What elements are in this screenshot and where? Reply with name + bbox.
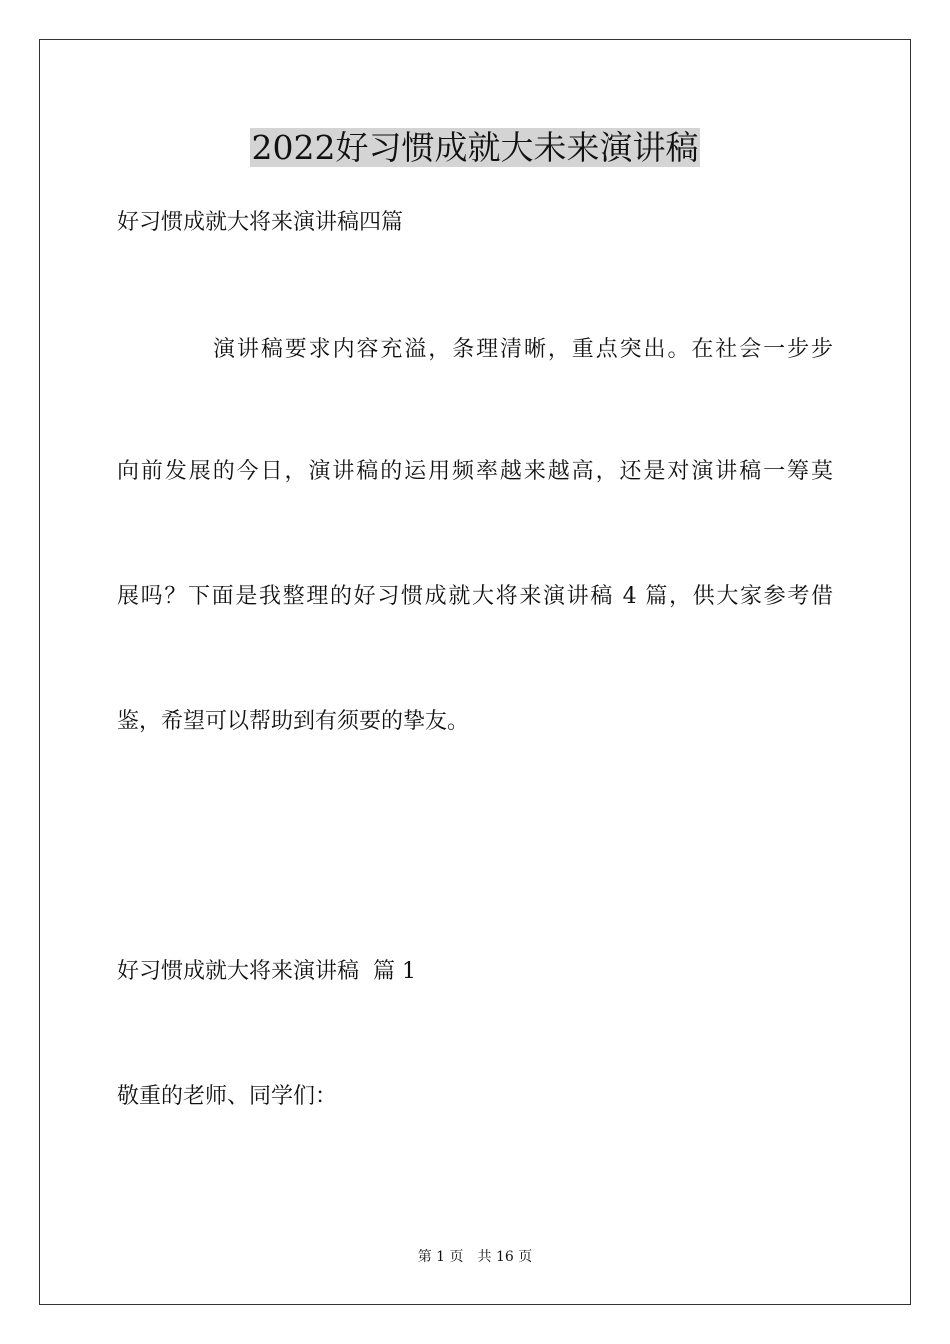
page-footer bbox=[0, 1248, 950, 1266]
document-title-text: 2022好习惯成就大未来演讲稿 bbox=[251, 128, 699, 167]
paragraph-line-3: 展吗？下面是我整理的好习惯成就大将来演讲稿 4 篇，供大家参考借 bbox=[117, 584, 833, 609]
document-subtitle: 好习惯成就大将来演讲稿四篇 bbox=[117, 210, 404, 235]
paragraph-line-1: 演讲稿要求内容充溢，条理清晰，重点突出。在社会一步步 bbox=[213, 337, 833, 362]
paragraph-line-2: 向前发展的今日，演讲稿的运用频率越来越高，还是对演讲稿一筹莫 bbox=[117, 459, 833, 484]
salutation: 敬重的老师、同学们： bbox=[117, 1084, 338, 1109]
document-title bbox=[0, 126, 950, 170]
section-heading: 好习惯成就大将来演讲稿 篇 1 bbox=[117, 959, 416, 984]
total-pages: 共 16 页 bbox=[477, 1249, 533, 1265]
page-number: 第 1 页 bbox=[417, 1249, 464, 1265]
paragraph-line-4: 鉴，希望可以帮助到有须要的挚友。 bbox=[117, 709, 470, 734]
